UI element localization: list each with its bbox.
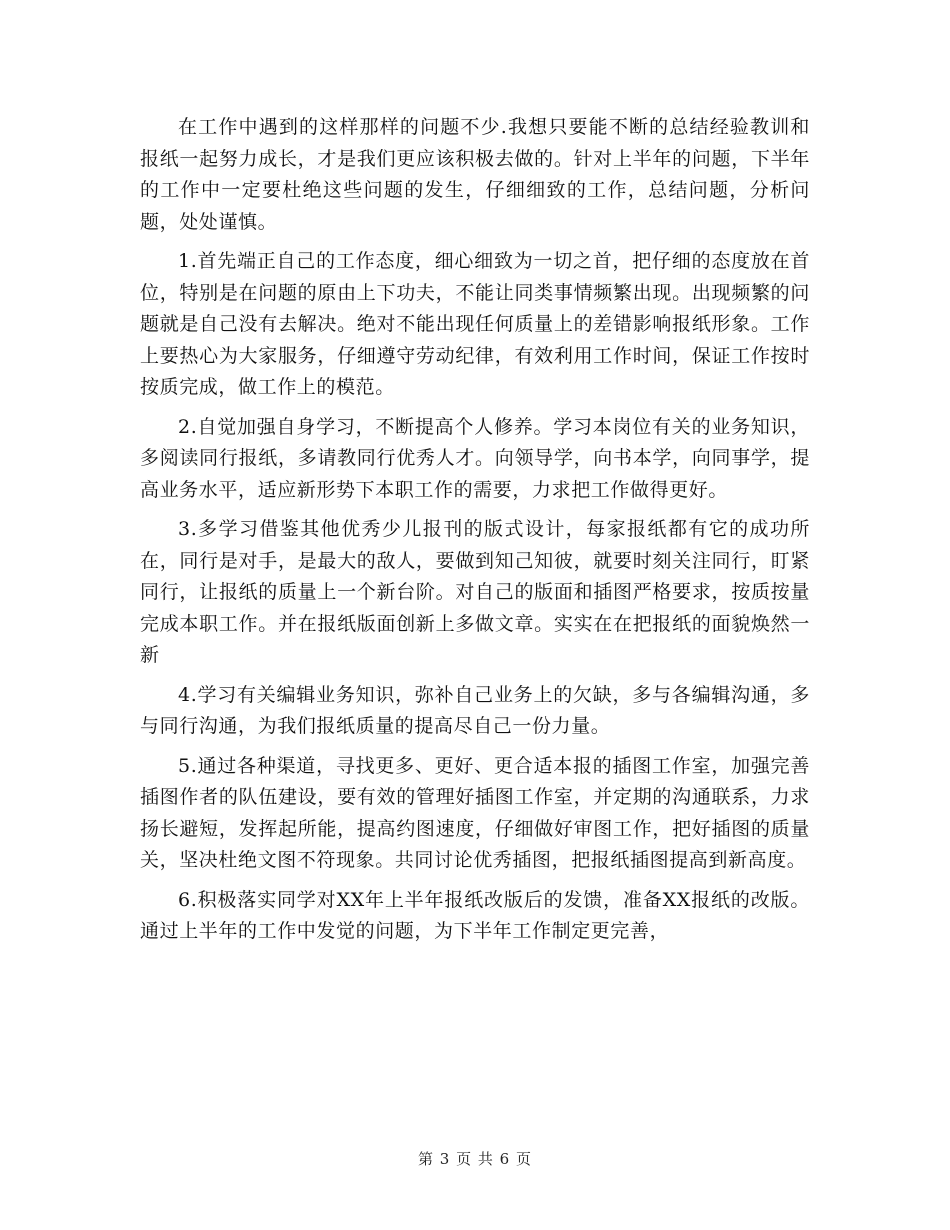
- paragraph-item-3: 3.多学习借鉴其他优秀少儿报刊的版式设计，每家报纸都有它的成功所在，同行是对手，是最大的敌人，要做到知己知彼，就要时刻关注同行，盯紧同行，让报纸的质量上一个新台阶。对自己的版面和插图严格要求，按质按量完成本职工作。并在报纸版面创新上多做文章。实实在在把报纸的面貌焕然一新: [140, 518, 810, 666]
- paragraph-item-6: 6.积极落实同学对XX年上半年报纸改版后的发馈，准备XX报纸的改版。通过上半年的工作中发觉的问题，为下半年工作制定更完善，: [140, 888, 810, 942]
- paragraph-item-2: 2.自觉加强自身学习，不断提高个人修养。学习本岗位有关的业务知识，多阅读同行报纸，多请教同行优秀人才。向领导学，向书本学，向同事学，提高业务水平，适应新形势下本职工作的需要，力求把工作做得更好。: [140, 415, 810, 501]
- paragraph-intro: 在工作中遇到的这样那样的问题不少.我想只要能不断的总结经验教训和报纸一起努力成长，才是我们更应该积极去做的。针对上半年的问题，下半年的工作中一定要杜绝这些问题的发生，仔细细致的工作，总结问题，分析问题，处处谨慎。: [140, 116, 810, 233]
- paragraph-item-4: 4.学习有关编辑业务知识，弥补自己业务上的欠缺，多与各编辑沟通，多与同行沟通，为我们报纸质量的提高尽自己一份力量。: [140, 683, 810, 737]
- paragraph-item-5: 5.通过各种渠道，寻找更多、更好、更合适本报的插图工作室，加强完善插图作者的队伍建设，要有效的管理好插图工作室，并定期的沟通联系，力求扬长避短，发挥起所能，提高约图速度，仔细做好审图工作，把好插图的质量关，坚决杜绝文图不符现象。共同讨论优秀插图，把报纸插图提高到新高度。: [140, 754, 810, 871]
- paragraph-item-1: 1.首先端正自己的工作态度，细心细致为一切之首，把仔细的态度放在首位，特别是在问题的原由上下功夫，不能让同类事情频繁出现。出现频繁的问题就是自己没有去解决。绝对不能出现任何质量上的差错影响报纸形象。工作上要热心为大家服务，仔细遵守劳动纪律，有效利用工作时间，保证工作按时按质完成，做工作上的模范。: [140, 250, 810, 398]
- body-text: [140, 112, 810, 956]
- page-number-footer: 第 3 页 共 6 页: [418, 1150, 532, 1168]
